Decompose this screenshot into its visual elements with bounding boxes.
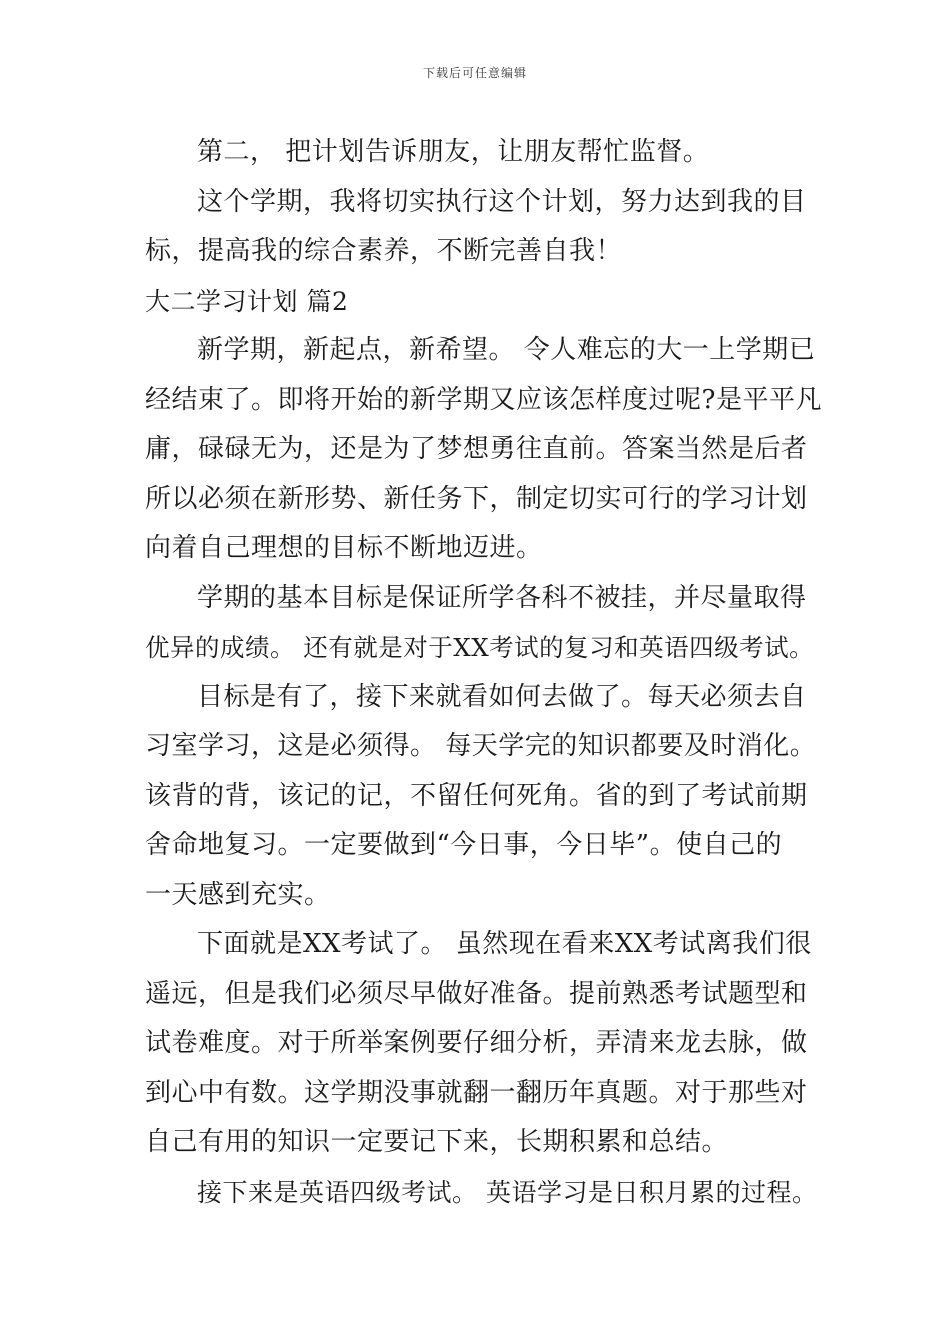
text-line: 向着自己理想的目标不断地迈进。 <box>145 533 543 563</box>
text-line: 第二， 把计划告诉朋友，让朋友帮忙监督。 <box>197 137 710 167</box>
text-line: 试卷难度。对于所举案例要仔细分析，弄清来龙去脉，做 <box>145 1028 808 1058</box>
text-line: 这个学期，我将切实执行这个计划，努力达到我的目 <box>197 186 807 217</box>
section-heading: 大二学习计划 篇2 <box>145 286 349 316</box>
text-line: 目标是有了，接下来就看如何去做了。每天必须去自 <box>197 681 807 712</box>
text-line: 舍命地复习。一定要做到“今日事，今日毕”。使自己的 <box>145 830 783 860</box>
text-line: 庸，碌碌无为，还是为了梦想勇往直前。答案当然是后者 <box>145 434 808 464</box>
text-line: 一天感到充实。 <box>145 879 331 910</box>
text-line: 所以必须在新形势、新任务下，制定切实可行的学习计划 <box>145 483 808 514</box>
text-line: 接下来是英语四级考试。 英语学习是日积月累的过程。 <box>197 1177 818 1207</box>
page-header: 下载后可任意编辑 <box>422 66 527 80</box>
text-line: 该背的背，该记的记，不留任何死角。省的到了考试前期 <box>145 780 808 811</box>
document-body <box>145 128 825 1217</box>
text-line: 下面就是XX考试了。 虽然现在看来XX考试离我们很 <box>197 929 812 959</box>
text-line: 习室学习，这是必须得。 每天学完的知识都要及时消化。 <box>145 731 817 761</box>
text-line: 新学期，新起点，新希望。 令人难忘的大一上学期已 <box>197 335 816 365</box>
text-line: 自己有用的知识一定要记下来，长期积累和总结。 <box>145 1127 729 1157</box>
text-line: 学期的基本目标是保证所学各科不被挂，并尽量取得 <box>197 582 807 613</box>
text-line: 优异的成绩。 还有就是对于XX考试的复习和英语四级考试。 <box>145 633 815 662</box>
text-line: 到心中有数。这学期没事就翻一翻历年真题。对于那些对 <box>145 1077 808 1108</box>
text-line: 标，提高我的综合素养，不断完善自我！ <box>145 236 623 266</box>
text-line: 遥远，但是我们必须尽早做好准备。提前熟悉考试题型和 <box>145 978 808 1009</box>
text-line: 经结束了。即将开始的新学期又应该怎样度过呢?是平平凡 <box>145 384 822 415</box>
